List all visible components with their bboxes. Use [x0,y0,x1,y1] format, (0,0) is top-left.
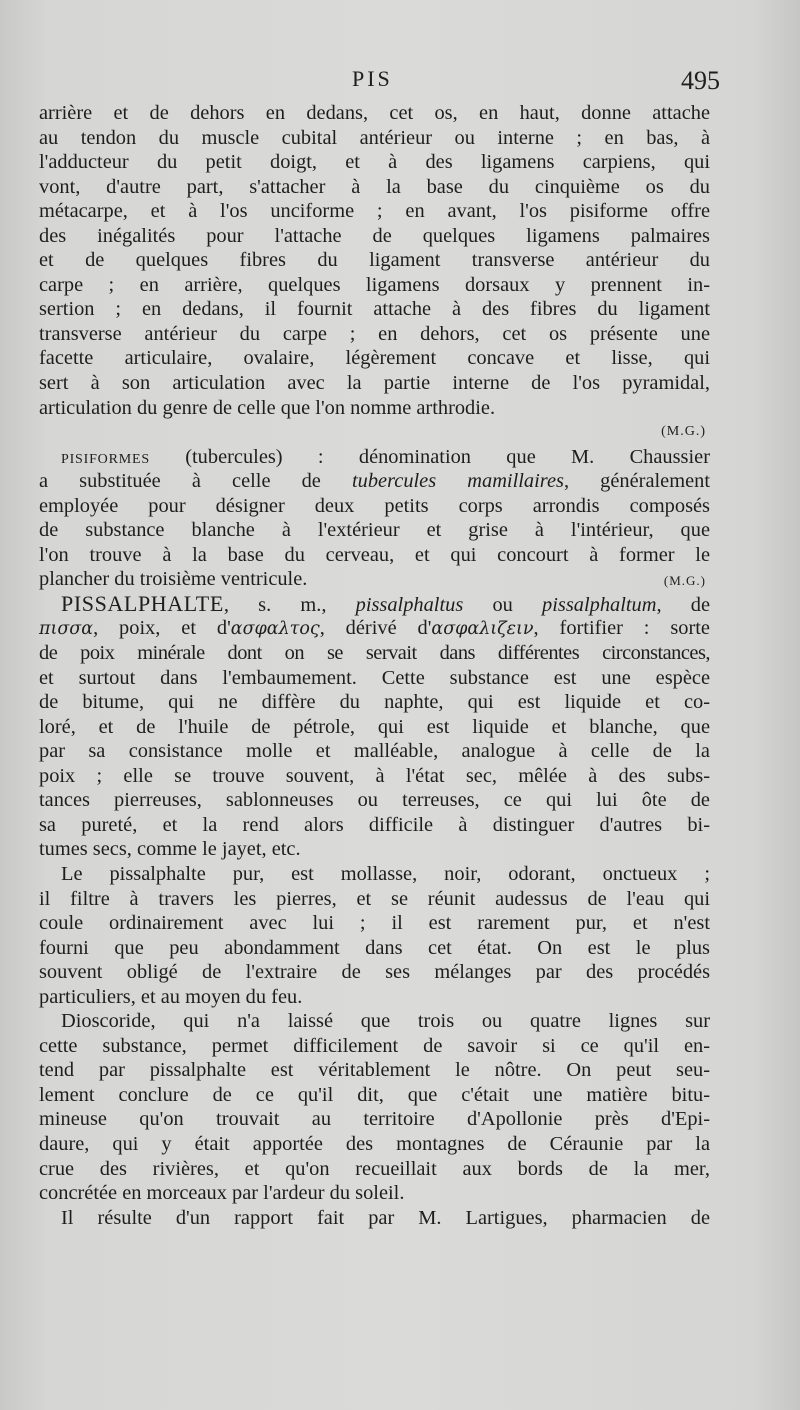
text-line: carpe ; en arrière, quelques ligamens dorsaux y prennent in- [39,273,710,296]
text-run: plancher du troisième ventricule. [39,568,308,591]
text-line: fourni que peu abondamment dans cet état. On est le plus [39,936,710,959]
text-line: daure, qui y était apportée des montagnes de Céraunie par la [39,1132,710,1155]
text-run: , poix, et d' [93,617,231,640]
text-run: , généralement [563,470,710,493]
text-line: au tendon du muscle cubital antérieur ou interne ; en bas, à [39,126,710,149]
text-run: , dérivé d' [319,617,432,640]
italic-term: pissalphaltus [355,593,464,616]
entry-headword: PISIFORMES [61,451,150,467]
text-line: de substance blanche à l'extérieur et grise à l'intérieur, que [39,519,710,542]
text-line: coule ordinairement avec lui ; il est rarement pur, et n'est [39,912,710,935]
text-run: , fortifier : sorte [533,617,710,640]
text-line: l'adducteur du petit doigt, et à des ligamens carpiens, qui [39,151,710,174]
page-number: 495 [681,66,720,95]
text-line: poix ; elle se trouve souvent, à l'état sec, mêlée à des subs- [39,764,710,787]
text-line: Dioscoride, qui n'a laissé que trois ou quatre lignes sur [61,1010,710,1033]
text-line: par sa consistance molle et malléable, analogue à celle de la [39,740,710,763]
text-line: souvent obligé de l'extraire de ses mélanges par des procédés [39,961,710,984]
text-line-with-signature [39,567,710,592]
text-line: et surtout dans l'embaumement. Cette substance est une espèce [39,666,710,689]
text-run: (tubercules) : dénomination que M. Chaussier [149,445,710,468]
body-text [39,101,710,1230]
text-line: arrière et de dehors en dedans, cet os, en haut, donne attache [39,102,710,124]
text-line: employée pour désigner deux petits corps arrondis composés [39,494,710,517]
text-line: tumes secs, comme le jayet, etc. [39,838,301,861]
text-line: articulation du genre de celle que l'on nomme arthrodie. [39,396,496,419]
italic-term: tubercules mamillaires [351,470,564,493]
entry-first-line [39,445,710,470]
text-line: l'on trouve à la base du cerveau, et qui concourt à former le [39,543,710,566]
text-line: il filtre à travers les pierres, et se réunit audessus de l'eau qui [39,887,710,910]
text-line: crue des rivières, et qu'on recueillait aux bords de la mer, [39,1157,710,1180]
author-signature: (M.G.) [661,424,706,440]
text-run: , s. m., [223,593,356,616]
text-line: mineuse qu'on trouvait au territoire d'Apollonie près d'Epi- [39,1108,710,1131]
text-line: de poix minérale dont on se servait dans différentes circonstances, [39,642,710,665]
text-run: ou [463,593,543,616]
greek-word: πισσα [39,619,94,640]
text-line: cette substance, permet difficilement de savoir si ce qu'il en- [39,1034,710,1057]
text-line: tances pierreuses, sablonneuses ou terreuses, ce qui lui ôte de [39,789,710,812]
text-line: particuliers, et au moyen du feu. [39,985,303,1008]
entry-first-line [39,592,710,617]
text-line: sa pureté, et la rend alors difficile à distinguer d'autres bi- [39,813,710,836]
text-line: métacarpe, et à l'os unciforme ; en avant, l'os pisiforme offre [39,200,710,223]
author-signature: (M.G.) [663,573,706,589]
greek-word: ασφαλιζειν [431,619,534,640]
text-line: concrétée en morceaux par l'ardeur du soleil. [39,1182,405,1205]
running-head: PIS [352,66,393,91]
text-line: Le pissalphalte pur, est mollasse, noir, odorant, onctueux ; [61,862,710,885]
text-line: Il résulte d'un rapport fait par M. Lartigues, pharmacien de [61,1206,710,1229]
entry-headword: PISSALPHALTE [61,590,224,616]
text-line: sertion ; en dedans, il fournit attache à des fibres du ligament [39,298,710,321]
italic-term: pissalphaltum [542,593,657,616]
page-header [60,60,720,100]
text-line: tend par pissalphalte est véritablement le nôtre. On peut seu- [39,1059,710,1082]
text-line: facette articulaire, ovalaire, légèrement concave et lisse, qui [39,347,710,370]
text-line: lement conclure de ce qu'il dit, que c'était une matière bitu- [39,1083,710,1106]
text-line: transverse antérieur du carpe ; en dehors, cet os présente une [39,322,710,345]
text-line: loré, et de l'huile de pétrole, qui est liquide et blanche, que [39,715,710,738]
greek-word: ασφαλτος [230,619,320,640]
text-line [39,616,710,641]
text-line: vont, d'autre part, s'attacher à la base du cinquième os du [39,175,710,198]
text-line [39,469,710,494]
text-line: et de quelques fibres du ligament transverse antérieur du [39,249,710,272]
text-run: , de [656,593,710,616]
text-line: des inégalités pour l'attache de quelques ligamens palmaires [39,224,710,247]
text-line: sert à son articulation avec la partie interne de l'os pyramidal, [39,372,710,395]
text-line: de bitume, qui ne diffère du naphte, qui est liquide et co- [39,691,710,714]
text-run: a substituée à celle de [39,470,352,493]
